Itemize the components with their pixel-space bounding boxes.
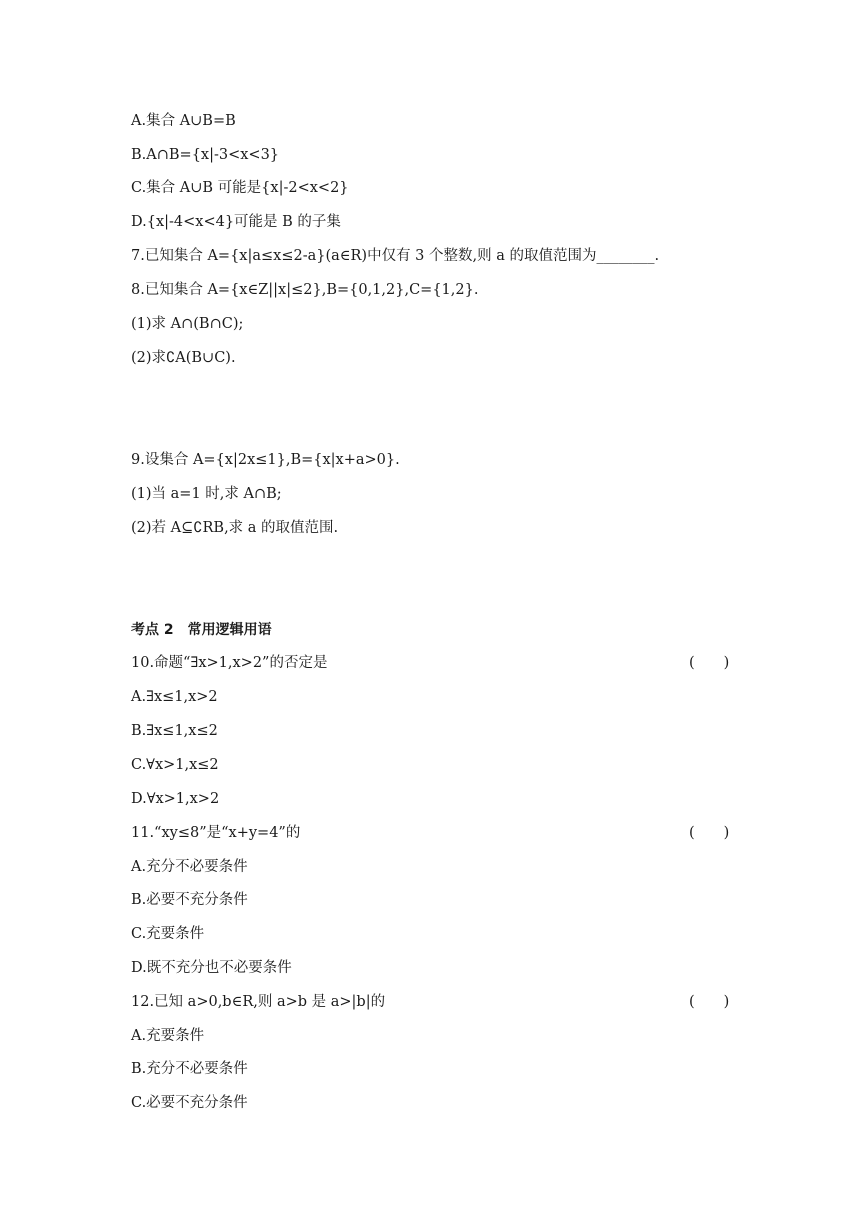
a-option-q11: A.充分不必要条件 — [131, 859, 248, 875]
section-heading: 考点 2 常用逻辑用语 — [131, 622, 272, 638]
question-11: 11.“xy≤8”是“x+y=4”的 — [131, 825, 301, 841]
d-option-q10: D.∀x>1,x>2 — [131, 791, 220, 807]
b-option-q6: B.A∩B={x|-3<x<3} — [131, 147, 280, 163]
question-9-part-2: (2)若 A⊆∁RB,求 a 的取值范围. — [131, 520, 339, 536]
d-option-q6: D.{x|-4<x<4}可能是 B 的子集 — [131, 214, 341, 230]
question-8: 8.已知集合 A={x∈Z||x|≤2},B={0,1,2},C={1,2}. — [131, 282, 479, 298]
question-8-part-2: (2)求∁A(B∪C). — [131, 350, 236, 366]
question-10: 10.命题“∃x>1,x>2”的否定是 — [131, 655, 328, 671]
question-9-part-1: (1)当 a=1 时,求 A∩B; — [131, 486, 282, 502]
c-option-q12: C.必要不充分条件 — [131, 1095, 248, 1111]
c-option-q6: C.集合 A∪B 可能是{x|-2<x<2} — [131, 180, 349, 196]
d-option-q11: D.既不充分也不必要条件 — [131, 960, 292, 976]
question-7: 7.已知集合 A={x|a≤x≤2-a}(a∈R)中仅有 3 个整数,则 a 的取值范围为________. — [131, 248, 660, 264]
answer-paren-q12: ( ) — [689, 994, 730, 1010]
a-option-q12: A.充要条件 — [131, 1028, 205, 1044]
c-option-q10: C.∀x>1,x≤2 — [131, 757, 219, 773]
c-option-q11: C.充要条件 — [131, 926, 205, 942]
answer-paren-q10: ( ) — [689, 655, 730, 671]
question-9: 9.设集合 A={x|2x≤1},B={x|x+a>0}. — [131, 452, 400, 468]
a-option-q6: A.集合 A∪B=B — [131, 113, 236, 129]
b-option-q10: B.∃x≤1,x≤2 — [131, 723, 218, 739]
b-option-q12: B.充分不必要条件 — [131, 1061, 248, 1077]
answer-paren-q11: ( ) — [689, 825, 730, 841]
question-12: 12.已知 a>0,b∈R,则 a>b 是 a>|b|的 — [131, 994, 386, 1010]
question-8-part-1: (1)求 A∩(B∩C); — [131, 316, 244, 332]
b-option-q11: B.必要不充分条件 — [131, 892, 248, 908]
a-option-q10: A.∃x≤1,x>2 — [131, 689, 218, 705]
